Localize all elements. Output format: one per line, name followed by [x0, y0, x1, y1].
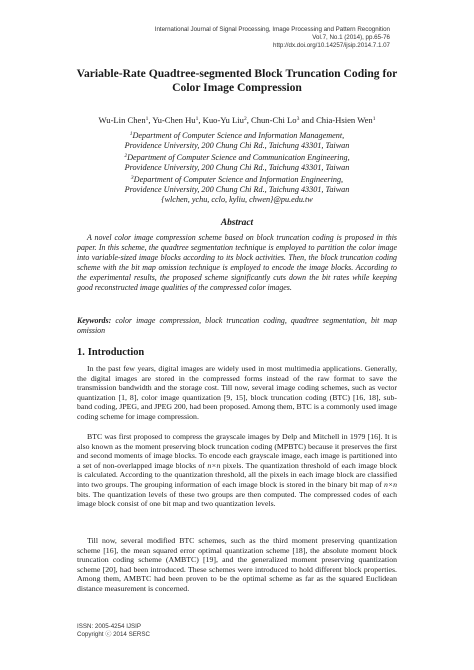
affiliation-3-line-1 [60, 173, 414, 185]
paragraph-text: pixels. The quantization threshold of each image block is calculated. According to the quantization threshold, all the pixels in each image block are classified into two groups. The grouping information of each image block is stored in the binary bit map of [77, 460, 397, 489]
author-list: Wu-Lin Chen$^1$, Yu-Chen Hu$^1$, Kuo-Yu Liu$^2$, Chun-Chi Lo$^3$ and Chia-Hsien Wen$^1$ [98, 115, 376, 125]
body-paragraph-3: Till now, several modified BTC schemes, such as the third moment preserving quantization scheme [16], the mean squared error optimal quantization scheme [18], the absolute moment block truncation coding scheme (AMBTC) [19], and the generalized moment preserving quantization scheme [20], had been introduced. These schemes were introduced to hold different block properties. Among them, AMBTC had been proven to be the optimal scheme as far as the squared Euclidean distance measurement is concerned. [77, 536, 397, 593]
affiliation-mark: 3 [130, 175, 134, 181]
title-line-2: Color Image Compression [172, 81, 302, 94]
affiliation-mark: 1 [372, 116, 376, 122]
affiliation-2-line-1 [60, 151, 414, 163]
author-name: Chia-Hsien Wen [316, 115, 373, 125]
journal-name: International Journal of Signal Processing, Image Processing and Pattern Recognition [154, 26, 390, 33]
author-name: Chun-Chi Lo [250, 115, 297, 125]
paragraph-text: BTC was first proposed to compress the grayscale images by Delp and Mitchell in 1979 [16]. It is also known as the moment preserving block truncation coding (MPBTC) because it preserves the first and second moments of image blocks. To encode each grayscale image, each image is partitioned into a set of non-overlapped image blocks of [77, 432, 397, 470]
affiliation-1-line-2: Providence University, 200 Chung Chi Rd., Taichung 43301, Taiwan [124, 141, 350, 150]
math-term: n×n [383, 479, 397, 489]
affiliation-mark: 1 [145, 116, 149, 122]
affiliation-text: Department of Computer Science and Communication Engineering, [127, 153, 350, 162]
abstract-heading: Abstract [220, 218, 254, 228]
keywords-label: Keywords: [77, 316, 112, 325]
paragraph-text: bits. The quantization levels of these two groups are then computed. The compressed codes of each image block consist of one bit map and two quantization levels. [77, 489, 397, 509]
affiliation-mark: 3 [296, 116, 300, 122]
issn: ISSN: 2005-4254 IJSIP [77, 623, 141, 630]
affiliation-text: Department of Computer Science and Information Engineering, [133, 175, 344, 184]
affiliation-1-line-1 [60, 129, 414, 141]
keywords [77, 316, 397, 336]
author-name: Yu-Chen Hu [152, 115, 196, 125]
body-paragraph-1: In the past few years, digital images are widely used in most multimedia applications. Generally, the digital images are stored in the compressed forms instead of the raw format to save the transmission bandwidth and the storage cost. Till now, several image coding schemes, such as vector quantization [1, 8], color image quantization [9, 15], block truncation coding (BTC) [16, 18], sub-band coding, JPEG, and JPEG 200, had been proposed. Among them, BTC is a commonly used image coding scheme for image compression. [77, 364, 397, 421]
math-term: n×n [207, 460, 221, 470]
abstract-text: A novel color image compression scheme based on block truncation coding is proposed in this paper. In this scheme, the quadtree segmentation technique is employed to partition the color image into variable-sized image blocks according to its block activities. Then, the block truncation coding scheme with the bit map omission technique is employed to encode the image blocks. According to the experimental results, the proposed scheme significantly cuts down the bit rates while keeping good reconstructed image qualities of the compressed color images. [77, 233, 397, 292]
affiliation-mark: 2 [124, 153, 128, 159]
author-name: Wu-Lin Chen [98, 115, 146, 125]
affiliation-mark: 1 [129, 131, 133, 137]
journal-doi: http://dx.doi.org/10.14257/ijsip.2014.7.1.07 [273, 42, 390, 49]
paper-title [60, 67, 414, 95]
affiliation-text: Department of Computer Science and Information Management, [132, 131, 345, 140]
author-emails: {wlchen, ychu, cclo, kyliu, chwen}@pu.edu.tw [161, 195, 313, 204]
affiliation-3-line-2: Providence University, 200 Chung Chi Rd., Taichung 43301, Taiwan [124, 185, 350, 194]
body-paragraph-2 [77, 432, 397, 509]
keywords-text: color image compression, block truncation coding, quadtree segmentation, bit map omission [77, 316, 397, 335]
section-heading [77, 347, 397, 358]
journal-volume: Vol.7, No.1 (2014), pp.65-76 [312, 34, 390, 41]
journal-header [70, 26, 390, 50]
section-number: 1. [77, 347, 85, 358]
copyright: Copyright ⓒ 2014 SERSC [77, 631, 150, 638]
author-name: Kuo-Yu Liu [202, 115, 244, 125]
title-line-1: Variable-Rate Quadtree-segmented Block Truncation Coding for [76, 67, 398, 80]
affiliation-mark: 2 [243, 116, 247, 122]
section-title: Introduction [87, 347, 145, 358]
affiliation-2-line-2: Providence University, 200 Chung Chi Rd., Taichung 43301, Taiwan [124, 163, 350, 172]
affiliation-mark: 1 [195, 116, 199, 122]
page-footer [77, 623, 150, 639]
affiliations [60, 129, 414, 205]
